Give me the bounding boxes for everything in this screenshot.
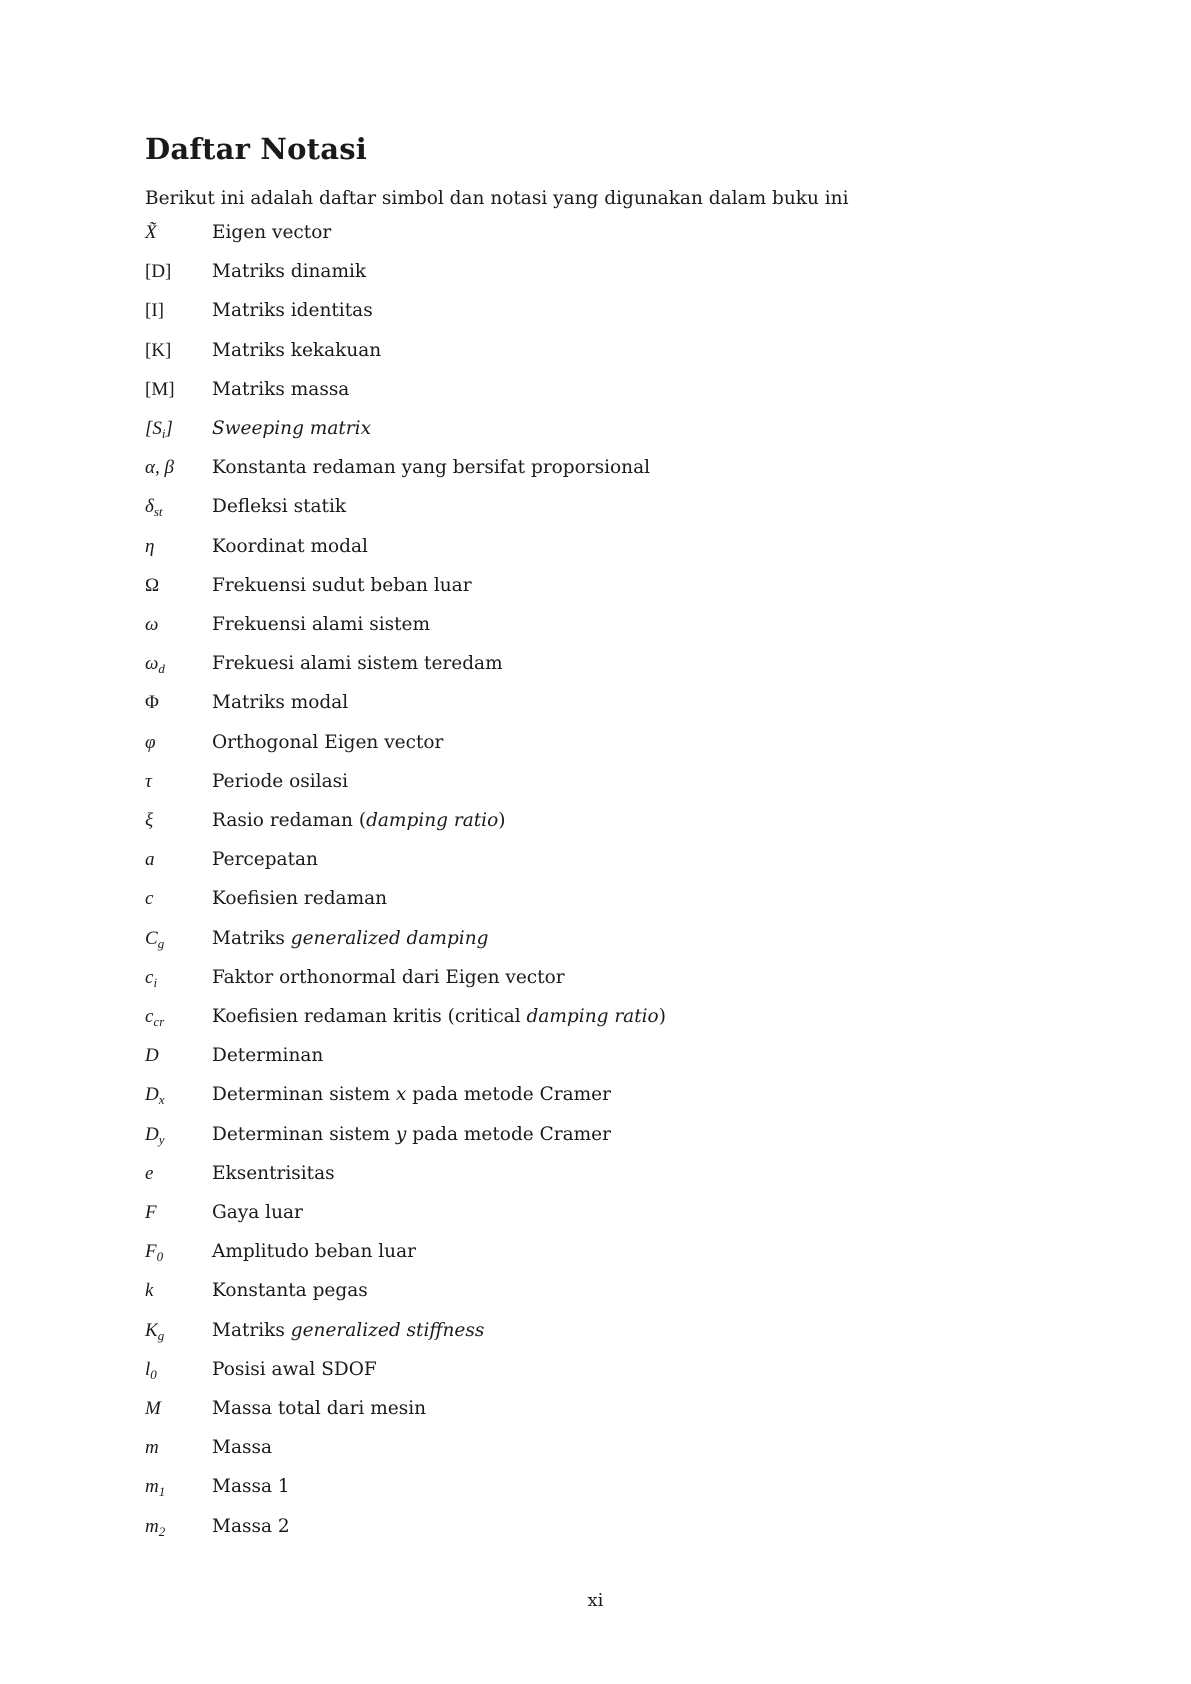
notation-row xyxy=(145,1124,1105,1154)
notation-description: Matriks identitas xyxy=(212,300,373,322)
notation-row xyxy=(145,1241,1105,1271)
notation-symbol: $C_g$ xyxy=(145,927,165,951)
notation-symbol: a xyxy=(145,849,155,871)
notation-row xyxy=(145,496,1105,526)
notation-description: Posisi awal SDOF xyxy=(212,1358,377,1380)
notation-row xyxy=(145,928,1105,958)
notation-description: Frekuesi alami sistem teredam xyxy=(212,653,503,675)
notation-description: Rasio redaman (damping ratio) xyxy=(212,810,506,831)
page-title: Daftar Notasi xyxy=(145,132,367,166)
notation-description: Matriks dinamik xyxy=(212,261,367,283)
notation-description: Massa total dari mesin xyxy=(212,1398,427,1419)
notation-symbol: $c_i$ xyxy=(145,966,158,990)
notation-symbol: $l_0$ xyxy=(145,1358,157,1382)
notation-row xyxy=(145,653,1105,683)
notation-symbol: ω xyxy=(145,614,159,635)
notation-symbol: ξ xyxy=(145,810,154,831)
notation-symbol: X̃ xyxy=(145,222,157,243)
notation-row xyxy=(145,849,1105,879)
notation-symbol: $\omega_d$ xyxy=(145,653,165,677)
notation-description: Faktor orthonormal dari Eigen vector xyxy=(212,966,565,988)
notation-description: Matriks generalized damping xyxy=(212,927,489,949)
notation-row xyxy=(145,418,1105,448)
notation-row xyxy=(145,1202,1105,1232)
notation-description: Koordinat modal xyxy=(212,535,368,557)
notation-symbol: e xyxy=(145,1162,154,1184)
notation-symbol: $D_y$ xyxy=(145,1123,165,1147)
notation-row xyxy=(145,261,1105,291)
notation-description: Frekuensi sudut beban luar xyxy=(212,574,472,596)
notation-symbol: η xyxy=(145,535,155,557)
page-number: xi xyxy=(587,1590,604,1611)
notation-row xyxy=(145,1437,1105,1467)
notation-symbol: $[S_i]$ xyxy=(145,418,173,441)
notation-symbol: $m_1$ xyxy=(145,1476,166,1500)
notation-symbol: m xyxy=(145,1437,159,1459)
notation-row xyxy=(145,888,1105,918)
notation-description: Matriks massa xyxy=(212,378,350,400)
notation-description: Eigen vector xyxy=(212,222,332,243)
notation-description: Orthogonal Eigen vector xyxy=(212,731,444,753)
notation-row xyxy=(145,771,1105,801)
notation-description: Periode osilasi xyxy=(212,770,349,792)
notation-symbol: φ xyxy=(145,731,156,753)
notation-symbol: M xyxy=(145,1398,161,1419)
notation-description: Massa 2 xyxy=(212,1515,290,1537)
notation-symbol: $K_g$ xyxy=(145,1319,165,1343)
notation-description: Massa 1 xyxy=(212,1476,290,1498)
notation-description: Matriks modal xyxy=(212,692,349,714)
notation-row xyxy=(145,536,1105,566)
notation-description: Massa xyxy=(212,1437,272,1459)
notation-row xyxy=(145,1398,1105,1428)
notation-symbol: $m_2$ xyxy=(145,1515,166,1539)
notation-row xyxy=(145,340,1105,370)
notation-description: Konstanta pegas xyxy=(212,1280,368,1302)
notation-symbol: [I] xyxy=(145,300,164,322)
notation-description: Eksentrisitas xyxy=(212,1162,335,1184)
notation-row xyxy=(145,1476,1105,1506)
notation-row xyxy=(145,1006,1105,1036)
notation-symbol: F xyxy=(145,1202,157,1223)
notation-row xyxy=(145,692,1105,722)
notation-row xyxy=(145,1320,1105,1350)
notation-description: Koefisien redaman xyxy=(212,888,388,910)
notation-description: Sweeping matrix xyxy=(212,418,372,439)
notation-row xyxy=(145,1280,1105,1310)
notation-row xyxy=(145,732,1105,762)
notation-description: Percepatan xyxy=(212,849,318,871)
notation-symbol: D xyxy=(145,1045,159,1067)
notation-row xyxy=(145,457,1105,487)
notation-symbol: c xyxy=(145,888,154,910)
intro-text: Berikut ini adalah daftar simbol dan notasi yang digunakan dalam buku ini xyxy=(145,188,849,209)
notation-row xyxy=(145,614,1105,644)
notation-symbol: $\delta_{st}$ xyxy=(145,496,163,520)
notation-symbol: α, β xyxy=(145,457,174,479)
notation-description: Determinan sistem x pada metode Cramer xyxy=(212,1084,611,1106)
notation-symbol: $c_{cr}$ xyxy=(145,1006,165,1029)
notation-row xyxy=(145,1359,1105,1389)
notation-row xyxy=(145,379,1105,409)
notation-symbol: Φ xyxy=(145,692,159,714)
notation-row xyxy=(145,1516,1105,1546)
notation-row xyxy=(145,575,1105,605)
notation-symbol: [D] xyxy=(145,261,172,283)
notation-symbol: $F_0$ xyxy=(145,1241,164,1265)
notation-row xyxy=(145,810,1105,840)
notation-description: Gaya luar xyxy=(212,1202,303,1223)
notation-description: Konstanta redaman yang bersifat proporsional xyxy=(212,457,651,479)
notation-symbol: τ xyxy=(145,770,152,792)
notation-row xyxy=(145,222,1105,252)
notation-row xyxy=(145,1163,1105,1193)
notation-description: Determinan sistem y pada metode Cramer xyxy=(212,1123,611,1145)
notation-description: Koefisien redaman kritis (critical damping ratio) xyxy=(212,1006,666,1027)
notation-row xyxy=(145,300,1105,330)
notation-symbol: Ω xyxy=(145,574,160,596)
notation-description: Matriks generalized stiffness xyxy=(212,1319,485,1341)
notation-row xyxy=(145,967,1105,997)
notation-description: Frekuensi alami sistem xyxy=(212,614,431,635)
notation-symbol: [M] xyxy=(145,378,175,400)
notation-symbol: k xyxy=(145,1280,154,1302)
notation-description: Determinan xyxy=(212,1045,324,1067)
notation-symbol: $D_x$ xyxy=(145,1084,165,1108)
notation-row xyxy=(145,1084,1105,1114)
notation-description: Matriks kekakuan xyxy=(212,339,382,361)
notation-row xyxy=(145,1045,1105,1075)
notation-symbol: [K] xyxy=(145,339,172,361)
notation-description: Defleksi statik xyxy=(212,496,347,518)
notation-description: Amplitudo beban luar xyxy=(212,1241,416,1263)
